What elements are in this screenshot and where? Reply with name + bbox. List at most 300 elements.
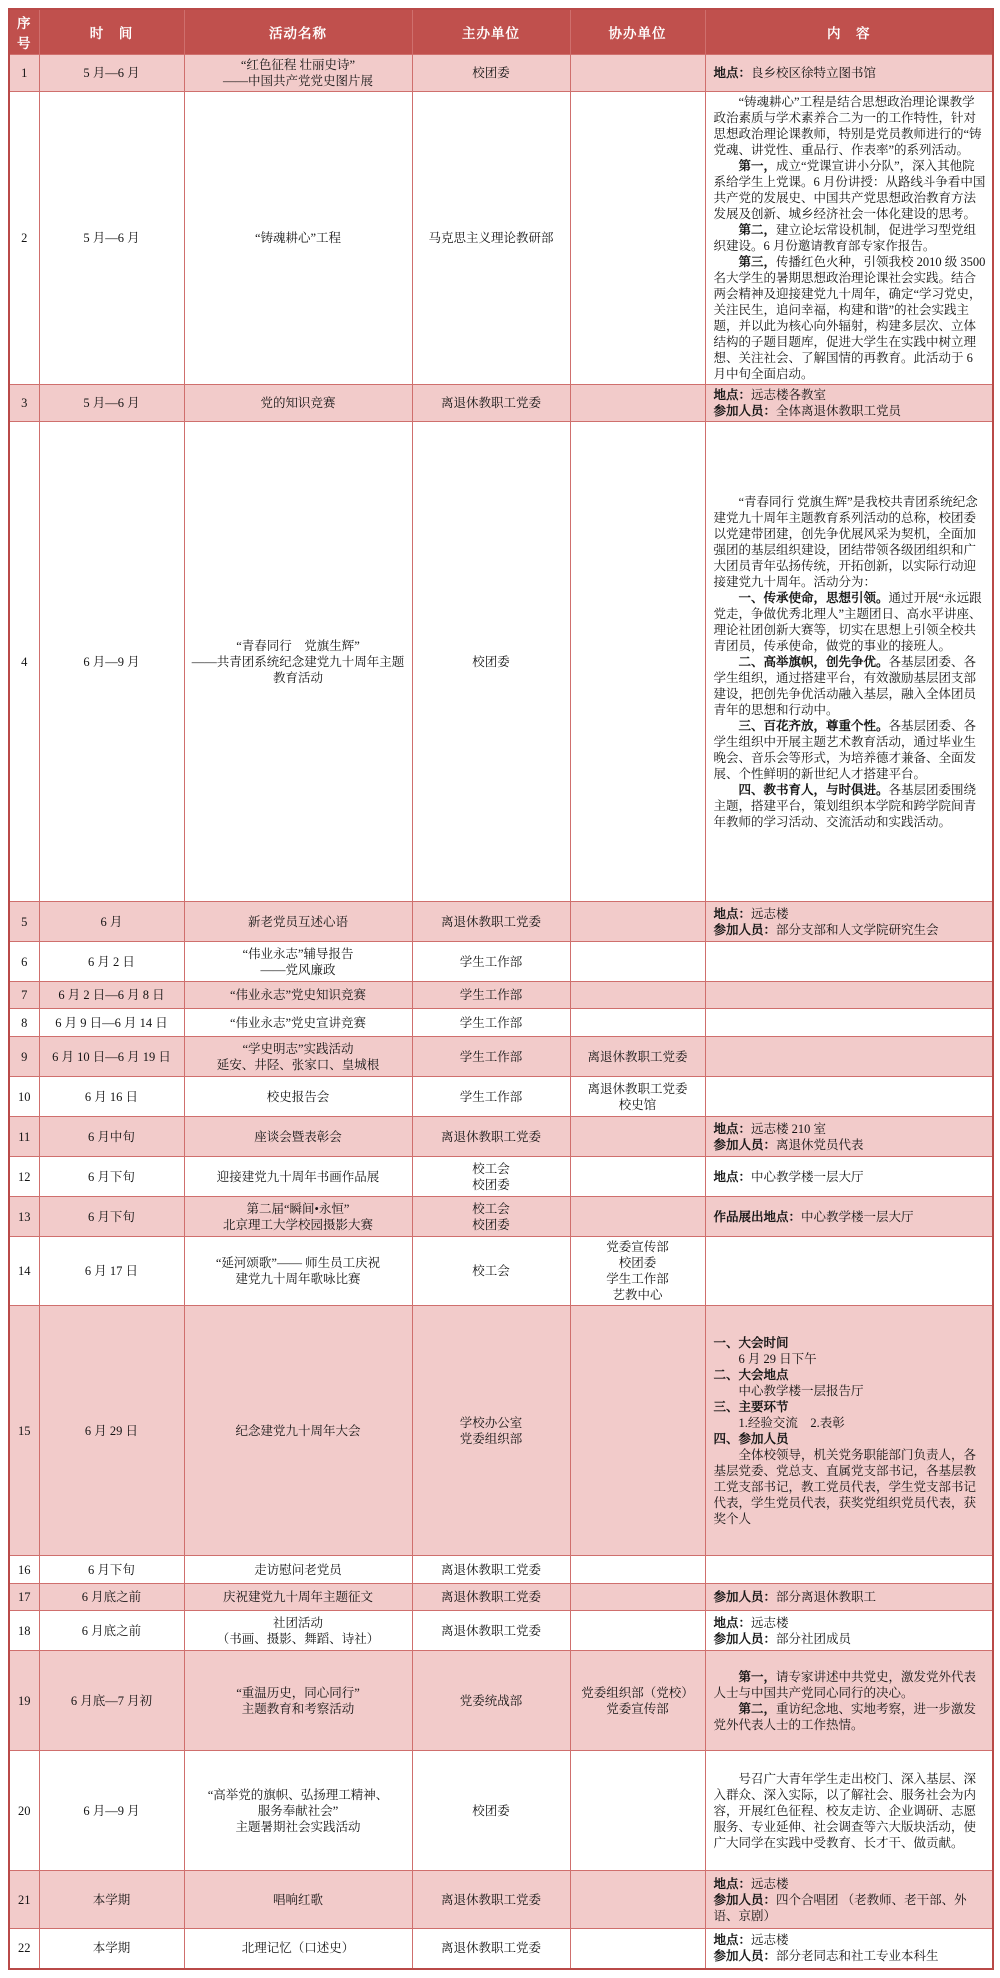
cell-name (184, 1751, 412, 1871)
co-line: 党委组织部（党校） (581, 1685, 694, 1700)
org-line: 离退休教职工党委 (440, 1590, 541, 1604)
name-line: 主题教育和考察活动 (241, 1701, 355, 1716)
cell-no (9, 1651, 39, 1751)
cell-co (570, 1651, 705, 1751)
org-line: 校工会 (472, 1161, 510, 1176)
co-line: 离退休教职工党委 (587, 1049, 688, 1064)
content-paragraph (714, 94, 987, 158)
org-line: 校团委 (472, 1803, 510, 1818)
cell-org (412, 1584, 570, 1611)
table-row (9, 1871, 993, 1929)
content-label: 一、传承使命，思想引领。 (738, 590, 889, 605)
cell-time (39, 1556, 184, 1584)
content-paragraph (714, 1121, 987, 1137)
cell-time (39, 1237, 184, 1306)
table-row (9, 902, 993, 942)
content-text: 6 月 29 日下午 (738, 1351, 817, 1366)
table-body (9, 55, 993, 1969)
cell-time (39, 92, 184, 385)
name-line: “红色征程 壮丽史诗” (240, 58, 356, 72)
cell-no (9, 902, 39, 942)
cell-time (39, 1077, 184, 1117)
cell-no (9, 422, 39, 902)
cell-content (705, 1237, 993, 1306)
content-label: 一、大会时间 (713, 1335, 789, 1350)
no-line: 2 (21, 231, 28, 245)
content-paragraph (714, 1431, 987, 1447)
no-line: 12 (18, 1169, 31, 1184)
cell-time (39, 1611, 184, 1651)
org-line: 校团委 (472, 66, 510, 80)
cell-org (412, 1157, 570, 1197)
cell-name (184, 55, 412, 92)
co-line: 党委宣传部 (606, 1240, 669, 1254)
no-line: 19 (18, 1693, 31, 1708)
cell-content (705, 1751, 993, 1871)
name-line: “重温历史，同心同行” (236, 1685, 360, 1700)
time-line: 5 月—6 月 (83, 66, 140, 80)
content-paragraph (714, 1367, 987, 1383)
content-paragraph (714, 158, 987, 222)
cell-content (705, 1651, 993, 1751)
org-line: 学生工作部 (459, 1049, 523, 1064)
name-line: “学史明志”实践活动 (242, 1041, 354, 1056)
cell-co (570, 1584, 705, 1611)
cell-name (184, 1584, 412, 1611)
content-text: 中心教学楼一层报告厅 (738, 1383, 864, 1398)
time-line: 6 月 (100, 914, 123, 929)
table-row (9, 1306, 993, 1556)
content-paragraph (714, 782, 987, 830)
cell-content (705, 982, 993, 1009)
co-line: 校史馆 (618, 1097, 657, 1112)
content-paragraph (714, 906, 987, 922)
org-line: 马克思主义理论教研部 (428, 231, 554, 245)
content-text: “青春同行 党旗生辉”是我校共青团系统纪念建党九十周年主题教育系列活动的总称，校团委以党建带团建，创先争优展风采为契机，全面加强团的基层组织建设，团结带领各级团组织和广大团员青年弘扬传统，开拓创新，以实际行动迎接建党九十周年。活动分为： (713, 494, 978, 589)
no-line: 3 (21, 396, 28, 410)
cell-time (39, 1871, 184, 1929)
no-line: 21 (18, 1892, 31, 1907)
table-row (9, 942, 993, 982)
cell-no (9, 1157, 39, 1197)
cell-co (570, 92, 705, 385)
time-line: 6 月 29 日 (84, 1423, 139, 1438)
cell-name (184, 1037, 412, 1077)
cell-org (412, 1009, 570, 1037)
cell-name (184, 1611, 412, 1651)
cell-time (39, 1306, 184, 1556)
time-line: 6 月 17 日 (84, 1264, 139, 1278)
time-line: 6 月—9 月 (83, 654, 140, 669)
content-label: 第一， (738, 1669, 777, 1684)
content-text: 远志楼各教室 (751, 388, 827, 402)
cell-name (184, 422, 412, 902)
header-activity-name: 活动名称 (184, 9, 412, 55)
org-line: 学生工作部 (459, 988, 523, 1002)
cell-org (412, 902, 570, 942)
content-label: 二、大会地点 (713, 1367, 789, 1382)
content-label: 参加人员： (713, 404, 777, 418)
org-line: 离退休教职工党委 (440, 1129, 541, 1144)
org-line: 校团委 (472, 1177, 510, 1192)
content-text: 远志楼 (751, 1876, 789, 1891)
cell-co (570, 1237, 705, 1306)
content-paragraph (714, 590, 987, 654)
content-label: 作品展出地点： (713, 1209, 802, 1224)
cell-time (39, 1117, 184, 1157)
cell-content (705, 1117, 993, 1157)
content-paragraph (714, 922, 987, 938)
cell-time (39, 55, 184, 92)
content-label: 三、百花齐放，尊重个性。 (738, 718, 889, 733)
name-line: “伟业永志”党史知识竞赛 (229, 988, 367, 1002)
name-line: 庆祝建党九十周年主题征文 (222, 1590, 373, 1604)
content-paragraph (714, 1615, 987, 1631)
cell-name (184, 942, 412, 982)
content-text: 各基层团委、各学生组织中开展主题艺术教育活动，通过毕业生晚会、音乐会等形式，为培养德才兼备、全面发展、个性鲜明的新世纪人才搭建平台。 (713, 718, 977, 781)
cell-org (412, 1651, 570, 1751)
name-line: ——共青团系统纪念建党九十周年主题教育活动 (191, 654, 405, 685)
content-text: 远志楼 (751, 1615, 789, 1630)
cell-co (570, 1871, 705, 1929)
content-label: 第三， (738, 255, 777, 269)
time-line: 6 月 10 日—6 月 19 日 (52, 1049, 171, 1064)
content-paragraph (714, 222, 987, 254)
cell-name (184, 1197, 412, 1237)
cell-content (705, 55, 993, 92)
time-line: 6 月下旬 (88, 1169, 135, 1184)
table-row (9, 1157, 993, 1197)
name-line: 延安、井陉、张家口、皇城根 (216, 1057, 380, 1072)
content-text: 请专家讲述中共党史，激发党外代表人士与中国共产党同心同行的决心。 (713, 1669, 977, 1700)
name-line: 唱响红歌 (272, 1892, 323, 1907)
time-line: 6 月 9 日—6 月 14 日 (55, 1015, 168, 1030)
name-line: 座谈会暨表彰会 (254, 1129, 342, 1144)
name-line: 新老党员互述心语 (247, 914, 348, 929)
cell-time (39, 1197, 184, 1237)
no-line: 18 (18, 1623, 31, 1638)
no-line: 8 (21, 1015, 28, 1030)
time-line: 6 月 16 日 (84, 1089, 139, 1104)
content-label: 地点： (713, 1876, 752, 1891)
org-line: 党委组织部 (459, 1431, 523, 1446)
content-text: “铸魂耕心”工程是结合思想政治理论课教学政治素质与学术素养合二为一的工作特性，针对思想政治理论课教师，特别是党员教师进行的“铸党魂、讲党性、重品行、作表率”的系列活动。 (713, 95, 982, 157)
table-row (9, 385, 993, 422)
cell-content (705, 1584, 993, 1611)
org-line: 离退休教职工党委 (440, 1562, 541, 1577)
content-paragraph (714, 1701, 987, 1733)
org-line: 校工会 (472, 1201, 510, 1216)
cell-co (570, 1197, 705, 1237)
header-time: 时 间 (39, 9, 184, 55)
cell-no (9, 1556, 39, 1584)
content-paragraph (714, 1892, 987, 1924)
cell-org (412, 1117, 570, 1157)
name-line: 北理记忆（口述史） (241, 1941, 355, 1956)
cell-co (570, 982, 705, 1009)
name-line: 服务奉献社会” (257, 1803, 339, 1818)
no-line: 17 (18, 1590, 31, 1604)
cell-no (9, 1237, 39, 1306)
time-line: 5 月—6 月 (83, 396, 140, 410)
table-row (9, 982, 993, 1009)
content-label: 四、教书育人，与时俱进。 (738, 782, 889, 797)
cell-content (705, 385, 993, 422)
cell-org (412, 1751, 570, 1871)
time-line: 6 月底—7 月初 (70, 1693, 153, 1708)
content-label: 参加人员： (713, 1949, 777, 1964)
content-paragraph (714, 718, 987, 782)
time-line: 5 月—6 月 (83, 231, 140, 245)
cell-time (39, 1037, 184, 1077)
content-text: 建立论坛常设机制，促进学习型党组织建设。6 月份邀请教育部专家作报告。 (713, 223, 977, 253)
org-line: 离退休教职工党委 (440, 1941, 541, 1956)
cell-content (705, 1306, 993, 1556)
content-label: 参加人员： (713, 1590, 777, 1604)
header-co-organizer: 协办单位 (570, 9, 705, 55)
co-line: 党委宣传部 (606, 1701, 669, 1716)
no-line: 16 (18, 1562, 31, 1577)
cell-no (9, 1197, 39, 1237)
cell-time (39, 1929, 184, 1969)
cell-no (9, 1037, 39, 1077)
time-line: 6 月 2 日—6 月 8 日 (58, 988, 165, 1002)
cell-no (9, 1929, 39, 1969)
content-paragraph (714, 1669, 987, 1701)
content-text: 通过开展“永远跟党走，争做优秀北理人”主题团日、高水平讲座、理论社团创新大赛等，切实在思想上引领全校共青团员，传承使命，做党的事业的接班人。 (713, 590, 982, 653)
name-line: 迎接建党九十周年书画作品展 (216, 1169, 380, 1184)
cell-org (412, 1237, 570, 1306)
cell-co (570, 1556, 705, 1584)
content-paragraph (714, 387, 987, 403)
table-row (9, 1117, 993, 1157)
cell-co (570, 1157, 705, 1197)
cell-name (184, 1651, 412, 1751)
cell-co (570, 1077, 705, 1117)
content-label: 参加人员： (713, 1137, 777, 1152)
content-paragraph (714, 1447, 987, 1527)
table-row (9, 1077, 993, 1117)
content-paragraph (714, 65, 987, 81)
cell-time (39, 902, 184, 942)
cell-co (570, 55, 705, 92)
activities-table (8, 8, 994, 1970)
header-seq: 序号 (9, 9, 39, 55)
cell-name (184, 1117, 412, 1157)
table-row (9, 92, 993, 385)
cell-org (412, 942, 570, 982)
cell-content (705, 902, 993, 942)
cell-org (412, 1556, 570, 1584)
table-row (9, 1197, 993, 1237)
cell-name (184, 1929, 412, 1969)
cell-time (39, 1651, 184, 1751)
time-line: 6 月中旬 (88, 1129, 135, 1144)
cell-name (184, 385, 412, 422)
org-line: 学校办公室 (459, 1415, 523, 1430)
cell-content (705, 1009, 993, 1037)
content-text: 良乡校区徐特立图书馆 (751, 66, 877, 80)
name-line: “青春同行 党旗生辉” (236, 638, 360, 653)
table-row (9, 1651, 993, 1751)
co-line: 校团委 (618, 1256, 657, 1270)
header-row (9, 9, 993, 55)
org-line: 学生工作部 (459, 1015, 523, 1030)
cell-org (412, 1929, 570, 1969)
content-label: 地点： (713, 1615, 752, 1630)
cell-no (9, 942, 39, 982)
org-line: 离退休教职工党委 (440, 396, 541, 410)
name-line: 社团活动 (272, 1615, 323, 1630)
content-text: 全体离退休教职工党员 (776, 404, 902, 418)
cell-time (39, 1157, 184, 1197)
cell-co (570, 1751, 705, 1871)
cell-content (705, 422, 993, 902)
table-row (9, 1237, 993, 1306)
table-row (9, 1611, 993, 1651)
table-row (9, 55, 993, 92)
cell-org (412, 1197, 570, 1237)
content-label: 四、参加人员 (713, 1431, 789, 1446)
table-row (9, 422, 993, 902)
name-line: 北京理工大学校园摄影大赛 (222, 1217, 373, 1232)
content-paragraph (714, 654, 987, 718)
content-paragraph (714, 1137, 987, 1153)
content-text: 全体校领导，机关党务职能部门负责人，各基层党委、党总支、直属党支部书记，各基层教工党支部书记，教工党员代表，学生党支部书记代表，学生党员代表，获奖党组织党员代表，获奖个人 (713, 1447, 977, 1526)
cell-org (412, 1871, 570, 1929)
table-row (9, 1009, 993, 1037)
cell-content (705, 1929, 993, 1969)
name-line: 校史报告会 (266, 1089, 330, 1104)
content-paragraph (714, 494, 987, 590)
cell-no (9, 1584, 39, 1611)
content-paragraph (714, 1932, 987, 1948)
content-paragraph (714, 1876, 987, 1892)
cell-no (9, 1009, 39, 1037)
no-line: 4 (21, 654, 28, 669)
cell-co (570, 942, 705, 982)
content-text: 部分离退休教职工 (776, 1590, 877, 1604)
cell-name (184, 1157, 412, 1197)
content-label: 地点： (713, 1933, 752, 1948)
cell-content (705, 942, 993, 982)
no-line: 20 (18, 1803, 31, 1818)
name-line: “伟业永志”辅导报告 (242, 946, 354, 961)
cell-org (412, 55, 570, 92)
cell-content (705, 1077, 993, 1117)
content-text: 部分社团成员 (776, 1631, 852, 1646)
cell-name (184, 1871, 412, 1929)
org-line: 离退休教职工党委 (440, 914, 541, 929)
time-line: 6 月 2 日 (88, 954, 135, 969)
content-paragraph (714, 1335, 987, 1351)
name-line: “高举党的旗帜、弘扬理工精神、 (207, 1787, 389, 1802)
header-content: 内 容 (705, 9, 993, 55)
content-paragraph (714, 1948, 987, 1964)
no-line: 10 (18, 1089, 31, 1104)
content-paragraph (714, 254, 987, 382)
content-text: 号召广大青年学生走出校门、深入基层、深入群众、深入实际，以了解社会、服务社会为内容，开展红色征程、校友走访、企业调研、志愿服务、专业延伸、社会调查等六大版块活动，使广大同学在实践中受教育、长才干、做贡献。 (713, 1771, 977, 1850)
cell-org (412, 1037, 570, 1077)
time-line: 6 月下旬 (88, 1562, 135, 1577)
org-line: 校团委 (472, 1217, 510, 1232)
cell-time (39, 982, 184, 1009)
cell-content (705, 1556, 993, 1584)
co-line: 艺教中心 (612, 1288, 663, 1302)
content-text: 离退休党员代表 (776, 1137, 864, 1152)
content-paragraph (714, 1771, 987, 1851)
no-line: 22 (18, 1941, 31, 1956)
cell-no (9, 55, 39, 92)
content-text: 部分支部和人文学院研究生会 (776, 922, 939, 937)
cell-no (9, 1117, 39, 1157)
content-label: 三、主要环节 (713, 1399, 789, 1414)
cell-name (184, 1306, 412, 1556)
cell-co (570, 902, 705, 942)
content-paragraph (714, 1399, 987, 1415)
content-paragraph (714, 1589, 987, 1605)
co-line: 离退休教职工党委 (587, 1081, 688, 1096)
no-line: 13 (18, 1209, 31, 1224)
content-text: 各基层团委围绕主题，搭建平台，策划组织本学院和跨学院间青年教师的学习活动、交流活动和实践活动。 (713, 782, 977, 829)
cell-no (9, 92, 39, 385)
cell-co (570, 385, 705, 422)
name-line: ——中国共产党党史图片展 (222, 74, 373, 88)
content-text: 1.经验交流 2.表彰 (738, 1415, 845, 1430)
cell-org (412, 982, 570, 1009)
cell-time (39, 1751, 184, 1871)
cell-name (184, 982, 412, 1009)
cell-content (705, 1197, 993, 1237)
cell-co (570, 1037, 705, 1077)
content-label: 地点： (713, 66, 752, 80)
cell-no (9, 1306, 39, 1556)
content-text: 四个合唱团 （老教师、老干部、外语、京剧） (713, 1892, 967, 1923)
no-line: 9 (21, 1049, 28, 1064)
cell-no (9, 1077, 39, 1117)
content-text: 远志楼 (751, 906, 789, 921)
content-label: 参加人员： (713, 922, 777, 937)
content-paragraph (714, 1415, 987, 1431)
cell-co (570, 1009, 705, 1037)
time-line: 6 月底之前 (81, 1623, 142, 1638)
cell-time (39, 1009, 184, 1037)
time-line: 本学期 (92, 1892, 131, 1907)
name-line: 走访慰问老党员 (254, 1562, 342, 1577)
table-row (9, 1929, 993, 1969)
cell-org (412, 385, 570, 422)
content-paragraph (714, 1169, 987, 1185)
content-paragraph (714, 1351, 987, 1367)
cell-co (570, 422, 705, 902)
content-label: 参加人员： (713, 1892, 777, 1907)
time-line: 6 月—9 月 (83, 1803, 140, 1818)
content-text: 中心教学楼一层大厅 (751, 1169, 864, 1184)
table-row (9, 1037, 993, 1077)
co-line: 学生工作部 (606, 1272, 669, 1286)
content-text: 传播红色火种，引领我校 2010 级 3500 名大学生的暑期思想政治理论课社会实践。结合两会精神及迎接建党九十周年，确定“学习党史，关注民生，追问幸福，构建和谐”的社会实践主题，并以此为核心向外辐射，构建多层次、立体结构的子题目题库，促进大学生在实践中树立理想、关注社会、了解国情的再教育。此活动于 6 月中旬全面启动。 (713, 255, 986, 381)
content-label: 第二， (738, 1701, 777, 1716)
no-line: 1 (21, 66, 28, 80)
content-label: 地点： (713, 1169, 752, 1184)
org-line: 学生工作部 (459, 1089, 523, 1104)
cell-no (9, 982, 39, 1009)
content-text: 远志楼 210 室 (751, 1121, 827, 1136)
name-line: 第二届“瞬间•永恒” (246, 1201, 350, 1216)
cell-co (570, 1929, 705, 1969)
content-paragraph (714, 403, 987, 419)
cell-no (9, 385, 39, 422)
